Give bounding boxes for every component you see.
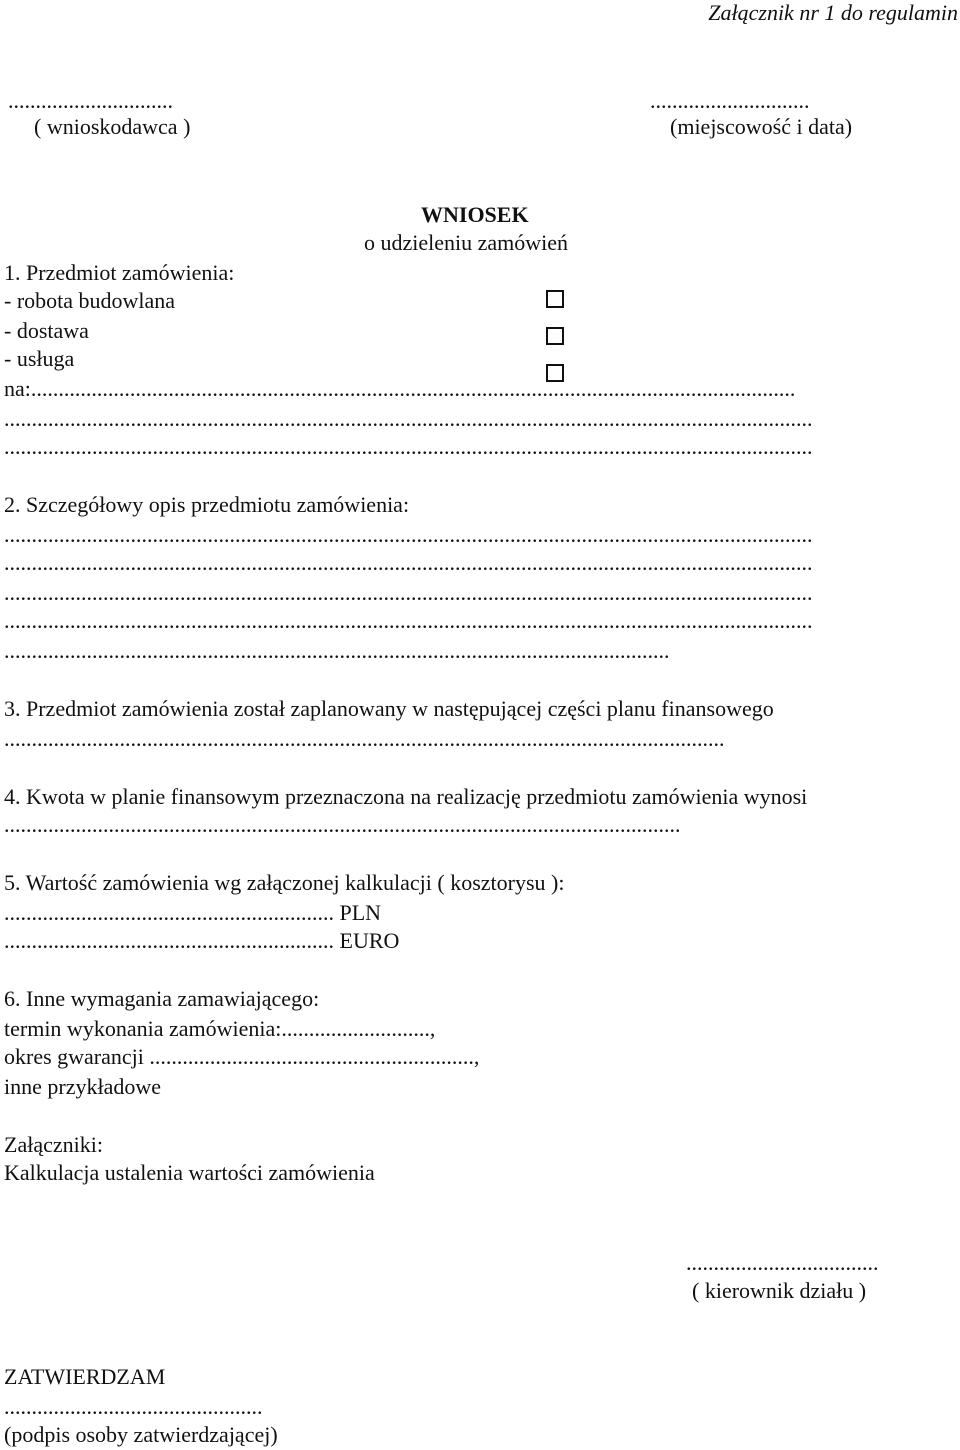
approver-signature-dots: ............................................... — [4, 1394, 263, 1419]
section3-heading: 3. Przedmiot zamówienia został zaplanowany w następującej części planu finansowego — [4, 696, 774, 721]
section3-fill-line: ................................................................................................................................... — [4, 726, 725, 751]
section2-fill-line: ................................................................................................................................................... — [4, 522, 813, 547]
attachment-item: Kalkulacja ustalenia wartości zamówienia — [4, 1160, 375, 1185]
approval-heading: ZATWIERDZAM — [4, 1364, 166, 1389]
supply-checkbox[interactable] — [546, 327, 564, 345]
section6-heading: 6. Inne wymagania zamawiającego: — [4, 986, 320, 1011]
annex-title: Załącznik nr 1 do regulamin — [708, 0, 958, 25]
option-service: - usługa — [4, 346, 75, 371]
document-subtitle: o udzieleniu zamówień — [364, 230, 569, 255]
section4-heading: 4. Kwota w planie finansowym przeznaczona na realizację przedmiotu zamówienia wynosi — [4, 784, 808, 809]
section4-fill-line: ........................................................................................................................... — [4, 812, 681, 837]
construction-work-checkbox[interactable] — [546, 290, 564, 308]
section1-heading: 1. Przedmiot zamówienia: — [4, 260, 235, 285]
section5-heading: 5. Wartość zamówienia wg załączonej kalkulacji ( kosztorysu ): — [4, 870, 565, 895]
option-construction-work: - robota budowlana — [4, 288, 176, 313]
section2-fill-line: ................................................................................................................................................... — [4, 550, 813, 575]
manager-signature-dots: ................................... — [686, 1250, 879, 1275]
warranty-period-line: okres gwarancji ..........................................................., — [4, 1044, 480, 1069]
document-title: WNIOSEK — [421, 202, 529, 227]
approver-signature-label: (podpis osoby zatwierdzającej) — [4, 1422, 278, 1447]
attachments-heading: Załączniki: — [4, 1132, 103, 1157]
applicant-dots: .............................. — [8, 88, 173, 113]
value-pln-line: ............................................................ PLN — [4, 900, 382, 925]
manager-signature-label: ( kierownik działu ) — [692, 1278, 867, 1303]
section2-fill-line: ......................................................................................................................... — [4, 638, 670, 663]
option-supply: - dostawa — [4, 318, 89, 343]
section2-heading: 2. Szczegółowy opis przedmiotu zamówienia: — [4, 492, 410, 517]
applicant-label: ( wnioskodawca ) — [34, 114, 191, 139]
section1-na-line: na:........................................................................................................................................... — [4, 376, 796, 401]
section2-fill-line: ................................................................................................................................................... — [4, 608, 813, 633]
section1-fill-line: ................................................................................................................................................... — [4, 406, 813, 431]
value-euro-line: ............................................................ EURO — [4, 928, 400, 953]
section2-fill-line: ................................................................................................................................................... — [4, 580, 813, 605]
section1-fill-line: ................................................................................................................................................... — [4, 434, 813, 459]
place-date-dots: ............................. — [650, 88, 810, 113]
place-date-label: (miejscowość i data) — [670, 114, 853, 139]
completion-term-line: termin wykonania zamówienia:..........................., — [4, 1016, 436, 1041]
other-requirements-line: inne przykładowe — [4, 1074, 161, 1099]
